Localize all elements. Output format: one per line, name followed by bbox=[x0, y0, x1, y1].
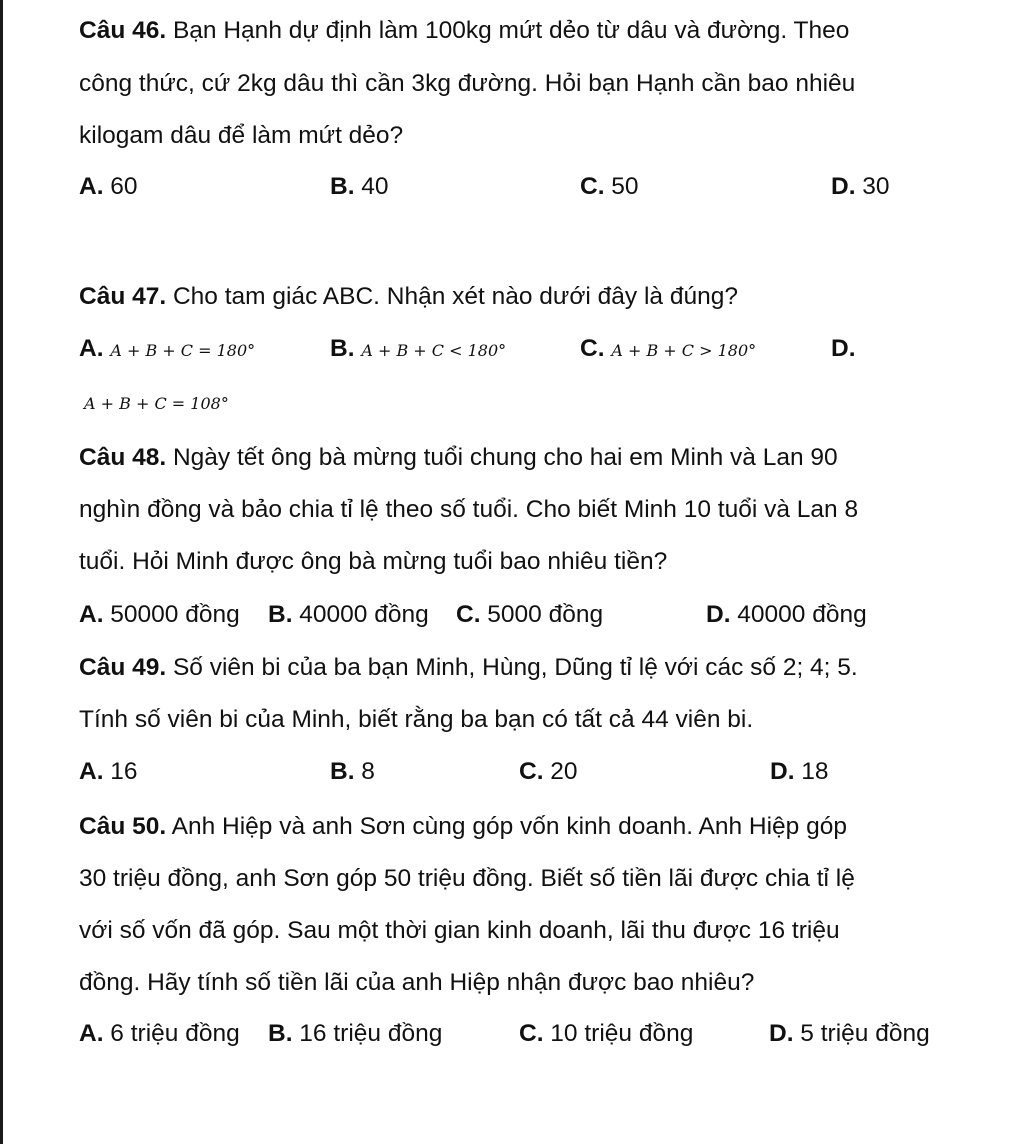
option-text: 50000 đồng bbox=[103, 601, 240, 628]
q47-option-d-math: A + B + C = 108° bbox=[84, 394, 229, 413]
option-text: 16 bbox=[103, 758, 138, 785]
q49-label: Câu 49. bbox=[79, 654, 167, 681]
q47-label: Câu 47. bbox=[79, 283, 167, 310]
option-letter: B. bbox=[268, 1020, 293, 1047]
q50-option-d[interactable] bbox=[769, 1019, 930, 1049]
q47-option-b[interactable] bbox=[330, 334, 506, 366]
q49-option-b[interactable] bbox=[330, 757, 375, 787]
q46-option-c[interactable] bbox=[580, 172, 639, 202]
option-text: 20 bbox=[543, 758, 578, 785]
q46-label: Câu 46. bbox=[79, 17, 167, 44]
option-text: 10 triệu đồng bbox=[543, 1020, 694, 1047]
option-letter: A. bbox=[79, 335, 104, 362]
q48-label: Câu 48. bbox=[79, 444, 167, 471]
option-text: 40000 đồng bbox=[730, 601, 867, 628]
q49-line-1 bbox=[79, 653, 858, 683]
option-text: 5 triệu đồng bbox=[793, 1020, 930, 1047]
option-letter: C. bbox=[456, 601, 481, 628]
q46-option-b[interactable] bbox=[330, 172, 389, 202]
q46-line-1 bbox=[79, 16, 849, 46]
option-text: 5000 đồng bbox=[480, 601, 604, 628]
q47-option-d[interactable] bbox=[831, 334, 856, 364]
option-letter: C. bbox=[519, 1020, 544, 1047]
q48-option-a[interactable] bbox=[79, 600, 240, 630]
q47-option-c[interactable] bbox=[580, 334, 756, 366]
q46-line-3: kilogam dâu để làm mứt dẻo? bbox=[79, 122, 404, 149]
option-text: 8 bbox=[354, 758, 375, 785]
option-math: A + B + C > 180° bbox=[611, 341, 757, 360]
option-letter: D. bbox=[831, 173, 856, 200]
q48-line-3: tuổi. Hỏi Minh được ông bà mừng tuổi bao nhiêu tiền? bbox=[79, 548, 668, 575]
option-letter: D. bbox=[706, 601, 731, 628]
q50-option-b[interactable] bbox=[268, 1019, 442, 1049]
q50-option-a[interactable] bbox=[79, 1019, 240, 1049]
q47-text: Cho tam giác ABC. Nhận xét nào dưới đây là đúng? bbox=[172, 283, 738, 310]
option-text: 40000 đồng bbox=[292, 601, 429, 628]
q50-line-4: đồng. Hãy tính số tiền lãi của anh Hiệp nhận được bao nhiêu? bbox=[79, 969, 755, 996]
option-letter: C. bbox=[519, 758, 544, 785]
option-letter: B. bbox=[330, 173, 355, 200]
q50-label: Câu 50. bbox=[79, 813, 167, 840]
option-text: 60 bbox=[103, 173, 138, 200]
option-letter: A. bbox=[79, 173, 104, 200]
q50-line-2: 30 triệu đồng, anh Sơn góp 50 triệu đồng. Biết số tiền lãi được chia tỉ lệ bbox=[79, 865, 855, 892]
option-letter: B. bbox=[330, 758, 355, 785]
option-letter: C. bbox=[580, 335, 605, 362]
option-text: 50 bbox=[604, 173, 639, 200]
q48-text-1: Ngày tết ông bà mừng tuổi chung cho hai em Minh và Lan 90 bbox=[172, 444, 838, 471]
q50-text-1: Anh Hiệp và anh Sơn cùng góp vốn kinh doanh. Anh Hiệp góp bbox=[171, 813, 847, 840]
q46-option-a[interactable] bbox=[79, 172, 138, 202]
q48-option-c[interactable] bbox=[456, 600, 603, 630]
q50-line-1 bbox=[79, 812, 847, 842]
option-text: 18 bbox=[794, 758, 829, 785]
option-text: 30 bbox=[855, 173, 890, 200]
option-text: 6 triệu đồng bbox=[103, 1020, 240, 1047]
q49-option-d[interactable] bbox=[770, 757, 829, 787]
q49-text-1: Số viên bi của ba bạn Minh, Hùng, Dũng tỉ lệ với các số 2; 4; 5. bbox=[172, 654, 858, 681]
option-letter: D. bbox=[770, 758, 795, 785]
q48-line-2: nghìn đồng và bảo chia tỉ lệ theo số tuổi. Cho biết Minh 10 tuổi và Lan 8 bbox=[79, 496, 859, 523]
option-letter: C. bbox=[580, 173, 605, 200]
q47-option-a[interactable] bbox=[79, 334, 255, 366]
q48-option-d[interactable] bbox=[706, 600, 867, 630]
q48-option-b[interactable] bbox=[268, 600, 429, 630]
option-letter: A. bbox=[79, 1020, 104, 1047]
option-letter: B. bbox=[268, 601, 293, 628]
q46-line-2: công thức, cứ 2kg dâu thì cần 3kg đường. Hỏi bạn Hạnh cần bao nhiêu bbox=[79, 70, 856, 97]
option-math: A + B + C = 180° bbox=[110, 341, 256, 360]
option-text: 40 bbox=[354, 173, 389, 200]
option-text: 16 triệu đồng bbox=[292, 1020, 443, 1047]
q48-line-1 bbox=[79, 443, 838, 473]
q46-option-d[interactable] bbox=[831, 172, 890, 202]
option-letter: D. bbox=[831, 335, 856, 362]
option-letter: A. bbox=[79, 758, 104, 785]
option-letter: A. bbox=[79, 601, 104, 628]
q46-text-1: Bạn Hạnh dự định làm 100kg mứt dẻo từ dâu và đường. Theo bbox=[172, 17, 850, 44]
q49-option-c[interactable] bbox=[519, 757, 578, 787]
q50-option-c[interactable] bbox=[519, 1019, 693, 1049]
option-letter: D. bbox=[769, 1020, 794, 1047]
q49-option-a[interactable] bbox=[79, 757, 138, 787]
q50-line-3: với số vốn đã góp. Sau một thời gian kinh doanh, lãi thu được 16 triệu bbox=[79, 917, 840, 944]
option-letter: B. bbox=[330, 335, 355, 362]
q49-line-2: Tính số viên bi của Minh, biết rằng ba bạn có tất cả 44 viên bi. bbox=[79, 706, 754, 733]
q47-line-1 bbox=[79, 282, 738, 312]
option-math: A + B + C < 180° bbox=[361, 341, 507, 360]
